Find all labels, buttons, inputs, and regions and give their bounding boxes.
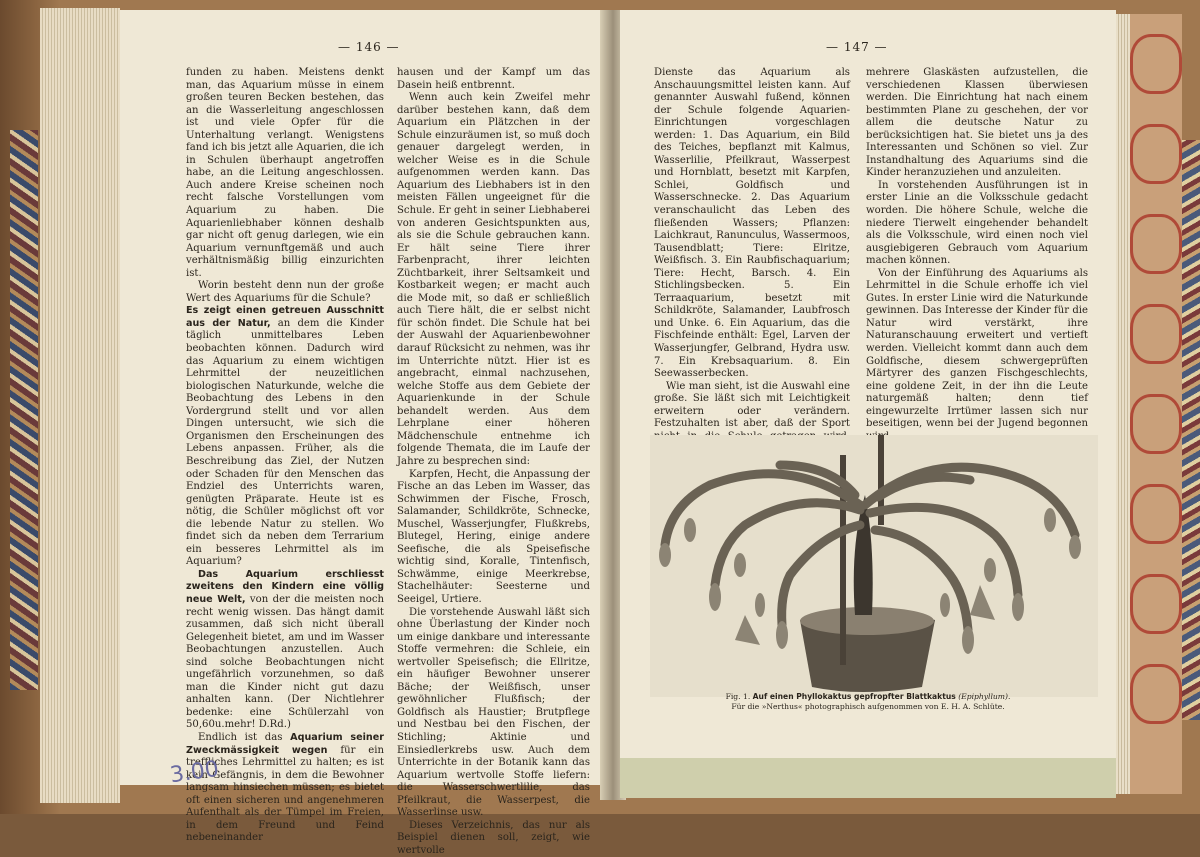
- paragraph: hausen und der Kampf um das Dasein heiß entbrennt.: [397, 67, 590, 91]
- paragraph: mehrere Glaskästen aufzustellen, die verschiedenen Klassen überwiesen werden. Die Einrichtung hat nach einem bestimmten Plane zu geschehen, der vor allem die deutsche Natur zu berücksichtigen hat. Sie bietet uns ja des Interessanten und Schönen so viel. Zur Instandhaltung des Aquariums sind die Kinder heranzuziehen und anzuleiten.: [866, 67, 1088, 179]
- paragraph: Die vorstehende Auswahl läßt sich ohne Überlastung der Kinder noch um einige dankbare und interessante Stoffe vermehren: die Schleie, ein wertvoller Speisefisch; die Ellritze, ein häufiger Bewohner unserer Bäche; der Weißfisch, unser gewöhnlicher Flußfisch; der Goldfisch als Haustier; Brutpflege und Nestbau bei den Fischen, der Stichling; Aktinie und Einsiedlerkrebs usw. Auch dem Unterrichte in der Botanik kann das Aquarium wertvolle Stoffe liefern: die Wasserschwertlilie, das Pfeilkraut, die Wasserpest, die Wasserlinse usw.: [397, 606, 590, 819]
- left-page: [120, 10, 606, 856]
- paragraph: Dienste das Aquarium als Anschauungsmittel leisten kann. Auf genannter Auswahl fußend, können der Schule folgende Aquarien-Einrichtungen vorgeschlagen werden: 1. Das Aquarium, ein Bild des Teiches, bepflanzt mit Kalmus, Wasserlilie, Pfeilkraut, Wasserpest und Hornblatt, besetzt mit Karpfen, Schlei, Goldfisch und Wasserschnecke. 2. Das Aquarium veranschaulicht das Leben des fließenden Wassers; Pflanzen: Laichkraut, Ranunculus, Wassermoos, Tausendblatt; Tiere: Elritze, Weißfisch. 3. Ein Raubfischaquarium; Tiere: Hecht, Barsch. 4. Ein Stichlingsbecken. 5. Ein Terraaquarium, besetzt mit Schildkröte, Salamander, Laubfrosch und Unke. 6. Ein Aquarium, das die Fischfeinde enthält: Egel, Larven der Wasserjungfer, Gelbrand, Hydra usw. 7. Ein Krebsaquarium. 8. Ein Seewasserbecken.: [654, 67, 850, 380]
- paragraph: funden zu haben. Meistens denkt man, das Aquarium müsse in einem großen teuren Becken bestehen, das an die Wasserleitung angeschlossen ist und viele Opfer für die Unterhaltung verlangt. Wenigstens fand ich bis jetzt alle Aquarien, die ich in Schulen überhaupt angetroffen habe, an die Leitung angeschlossen. Auch andere Kreise scheinen noch recht falsche Vorstellungen vom Aquarium zu haben. Die Aquarienliebhaber können deshalb gar nicht oft genug darlegen, wie ein Aquarium vernunftgemäß und auch verhältnismäßig billig einzurichten ist.: [186, 67, 384, 279]
- paragraph: Wie man sieht, ist die Auswahl eine große. Sie läßt sich mit Leichtigkeit erweitern oder verändern. Festzuhalten ist aber, daß der Sport: [654, 380, 850, 430]
- ornament: [1130, 214, 1182, 274]
- caption-latin: (Epiphyllum).: [958, 692, 1011, 701]
- paragraph-text: von der die meisten noch recht wenig wissen. Das hängt damit zusammen, daß sich nicht überall Gelegenheit bietet, am und im Wasser Beobachtungen anzustellen. Auch sind solche Beobachtungen nicht ungefährlich vorzunehmen, so daß man die Kinder nicht gut dazu anhalten kann. (Der Nichtlehrer bedenke: eine Schülerzahl von 50,60u.mehr! D.Rd.): [186, 593, 385, 731]
- caption-credit: Für die »Nerthus« photographisch aufgenommen von E. H. A. Schlüte.: [731, 702, 1005, 711]
- ornament: [1130, 124, 1182, 184]
- pencil-price-mark: 3.00: [168, 756, 221, 789]
- paragraph: [186, 732, 384, 845]
- right-column-1: [654, 67, 850, 469]
- caption-label: Fig. 1.: [725, 692, 753, 701]
- bold-lead: Das Aquarium erschliesst zweitens den Kindern eine völlig neue Welt,: [186, 568, 384, 605]
- left-column-2: [397, 67, 590, 857]
- decorated-cover-right: [1130, 14, 1182, 794]
- right-page: [620, 10, 1116, 788]
- ornament: [1130, 664, 1182, 724]
- marbled-endpaper-left: [10, 130, 38, 690]
- page-number: — 147 —: [826, 40, 888, 54]
- left-column-1: [186, 67, 384, 845]
- ornament: [1130, 304, 1182, 364]
- paragraph: [186, 569, 384, 732]
- bold-lead: Aquarium seiner Zweckmässigkeit wegen: [186, 731, 384, 756]
- page-bottom-band: [620, 758, 1116, 798]
- page-number: — 146 —: [338, 40, 400, 54]
- paragraph: In vorstehenden Ausführungen ist in erster Linie an die Volksschule gedacht worden. Die höhere Schule, welche die niedere Tierwelt eingehender behandelt als die Volksschule, wird einen noch viel ausgiebigeren Gebrauch vom Aquarium machen können.: [866, 179, 1088, 267]
- paragraph: Dieses Verzeichnis, das nur als Beispiel dienen soll, zeigt, wie wertvolle: [397, 819, 590, 856]
- bold-lead: Es zeigt einen getreuen Ausschnitt aus der Natur,: [186, 305, 384, 329]
- paragraph: [186, 305, 384, 568]
- paragraph: Wenn auch kein Zweifel mehr darüber bestehen kann, daß dem Aquarium ein Plätzchen in der Schule einzuräumen ist, so muß doch genauer dargelegt werden, in welcher Weise es in die Schule aufgenommen werden kann. Das Aquarium des Liebhabers ist in den meisten Fällen ungeeignet für die Schule. Er geht in seiner Liebhaberei von anderen Gesichtspunkten aus, als sie die Schule gebrauchen kann. Er hält seine Tiere ihrer Farbenpracht, ihrer leichten Züchtbarkeit, ihrer Seltsamkeit und Kostbarkeit wegen; er macht auch die Mode mit, so daß er schließlich auch Tiere hält, die er selbst nicht für schön findet. Die Schule hat bei der Auswahl der Aquarienbewohner darauf Rücksicht zu nehmen, was ihr im Unterrichte nützt. Hier ist es angebracht, einmal nachzusehen, welche Stoffe aus dem Gebiete der Aquarienkunde in der Schule behandelt werden. Aus dem Lehrplane einer höheren Mädchenschule entnehme ich folgende Themata, die im Laufe der Jahre zu besprechen sind:: [397, 92, 590, 467]
- paragraph-text: für ein treffliches Lehrmittel zu halten; es ist kein Gefängnis, in dem die Bewohner langsam hinsiechen müssen; es bietet oft einen sicheren und angenehmeren Aufenthalt als der Tümpel im Freien, in dem Freund und Feind nebeneinander: [186, 744, 384, 844]
- figure-caption: [620, 692, 1116, 712]
- marbled-endpaper-right: [1182, 140, 1200, 720]
- caption-title: Auf einen Phyllokaktus gepfropfter Blattkaktus: [752, 692, 956, 701]
- cactus-photograph: [650, 435, 1098, 697]
- ornament: [1130, 394, 1182, 454]
- paragraph: Worin besteht denn nun der große Wert des Aquariums für die Schule?: [186, 280, 384, 304]
- ornament: [1130, 484, 1182, 544]
- page-edges-left: [40, 8, 120, 803]
- paragraph: Von der Einführung des Aquariums als Lehrmittel in die Schule erhoffe ich viel Gutes. In erster Linie wird die Naturkunde gewinnen. Das Interesse der Kinder für die Natur wird verstärkt, ihre Naturanschauung erweitert und vertieft werden. Vielleicht kommt dann auch dem Goldfische, diesem schwergeprüften Märtyrer des ganzen Fischgeschlechts, eine goldene Zeit, in der ihn die Leute naturgemäß halten; denn tief eingewurzelte Irrtümer lassen sich nur beseitigen, wenn bei der Jugend begonnen: [866, 267, 1088, 430]
- right-column-2: [866, 67, 1088, 443]
- ornament: [1130, 34, 1182, 94]
- ornament: [1130, 574, 1182, 634]
- paragraph-text: Endlich ist das: [198, 731, 291, 743]
- paragraph: Karpfen, Hecht, die Anpassung der Fische an das Leben im Wasser, das Schwimmen der Fische, Frosch, Salamander, Schildkröte, Schnecke, Muschel, Wasserjungfer, Flußkrebs, Blutegel, Hering, einige andere Seefische, die als Speisefische wichtig sind, Koralle, Tintenfisch, Schwämme, einige Meerkrebse, Stachelhäuter: Seesterne und Seeigel, Urtiere.: [397, 468, 590, 605]
- paragraph-text: an dem die Kinder täglich unmittelbares Leben beobachten können. Dadurch wird das Aquarium zu einem wichtigen Lehrmittel der neuzeitlichen biologischen Naturkunde, welche die Beobachtung des Lebens in den Vordergrund stellt und vor allen Dingen untersucht, wie sich die Organismen den Erscheinungen des Lebens anpassen. Früher, als die Beschreibung das Ziel, der Nutzen oder Schaden für den Menschen das Endziel des Unterrichts waren, genügten Präparate. Heute ist es nötig, die Schüler möglichst oft vor die lebende Natur zu stellen. Wo findet sich da neben dem Terrarium ein besseres Lehrmittel als im Aquarium?: [186, 317, 384, 568]
